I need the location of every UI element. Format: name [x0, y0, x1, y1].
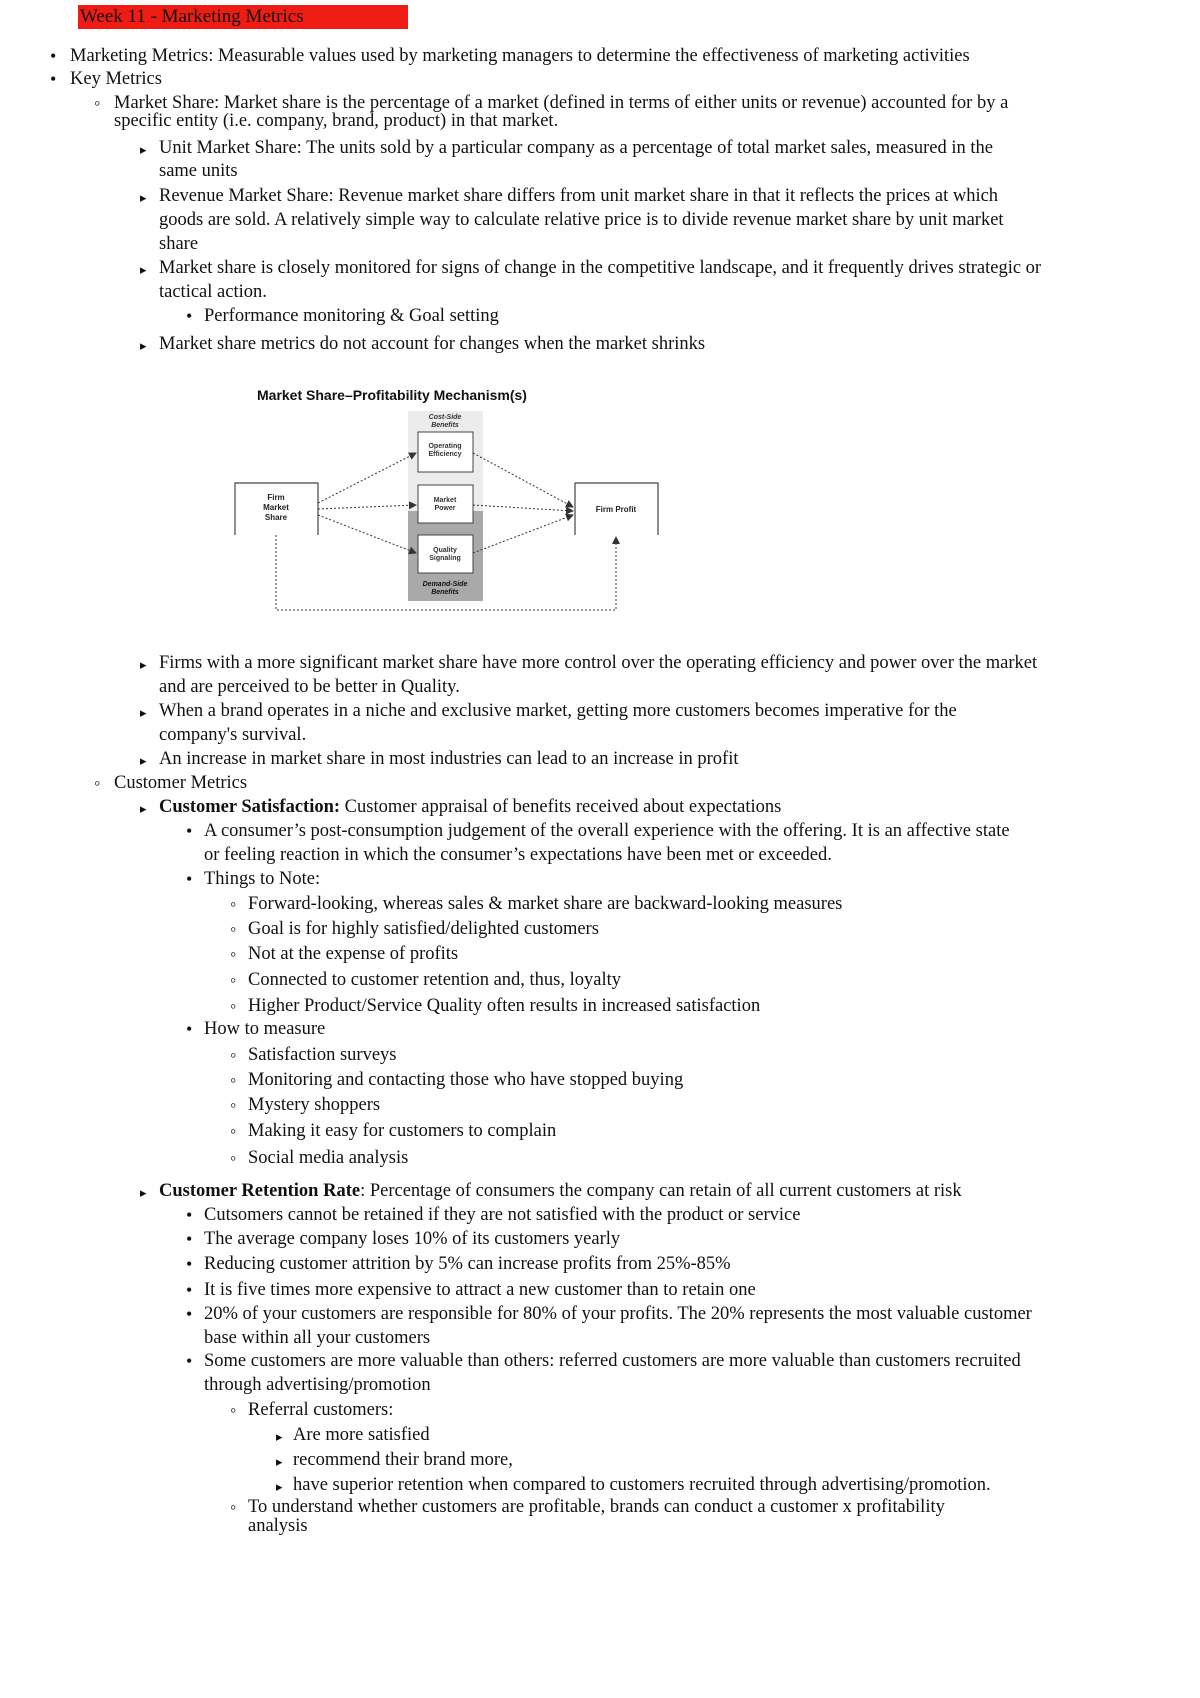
triangle-bullet-icon	[276, 1424, 283, 1448]
text-line: goods are sold. A relatively simple way to calculate relative price is to divide revenue market share by unit market	[159, 210, 1004, 230]
text-line: An increase in market share in most industries can lead to an increase in profit	[159, 749, 739, 769]
text-line: same units	[159, 161, 238, 181]
term-customer-retention-rate: Customer Retention Rate	[159, 1181, 361, 1201]
market-power-box	[418, 485, 473, 523]
box1-label-2: Efficiency	[428, 451, 462, 458]
arrow-efficiency-to-profit	[473, 453, 573, 507]
bullet-icon	[186, 1018, 192, 1040]
text-line	[159, 796, 781, 818]
text-line: A consumer’s post-consumption judgement of the overall experience with the offering. It is an affective state	[204, 821, 1010, 841]
text-line: Forward-looking, whereas sales & market share are backward-looking measures	[248, 894, 843, 914]
text-line: Goal is for highly satisfied/delighted customers	[248, 919, 599, 939]
definition-text: Customer appraisal of benefits received about expectations	[340, 797, 782, 817]
triangle-bullet-icon	[140, 748, 147, 772]
text-line: How to measure	[204, 1019, 326, 1039]
text-line: have superior retention when compared to customers recruited through advertising/promotion.	[293, 1475, 991, 1495]
text-line: tactical action.	[159, 282, 267, 302]
text-line: Marketing Metrics: Measurable values used by marketing managers to determine the effectiveness of marketing activities	[70, 46, 970, 66]
text-line: It is five times more expensive to attract a new customer than to retain one	[204, 1280, 756, 1300]
arrow-quality-to-profit	[473, 515, 573, 553]
page-title: Week 11 - Marketing Metrics	[78, 5, 408, 29]
arrow-share-to-power	[318, 505, 416, 509]
text-line: analysis	[248, 1516, 308, 1536]
text-line: Key Metrics	[70, 69, 162, 89]
triangle-bullet-icon	[140, 137, 147, 161]
circle-bullet-icon	[230, 893, 236, 915]
circle-bullet-icon	[94, 92, 100, 114]
text-line: The average company loses 10% of its customers yearly	[204, 1229, 621, 1249]
circle-bullet-icon	[230, 969, 236, 991]
text-line: Monitoring and contacting those who have stopped buying	[248, 1070, 684, 1090]
bottom-label-1: Demand-Side	[422, 581, 468, 588]
bullet-icon	[186, 1303, 192, 1325]
left-box-label-2: Market	[263, 503, 289, 512]
text-line	[159, 1180, 962, 1202]
circle-bullet-icon	[230, 1496, 236, 1518]
text-line: Reducing customer attrition by 5% can increase profits from 25%-85%	[204, 1254, 731, 1274]
definition-text: : Percentage of consumers the company can retain of all current customers at risk	[360, 1181, 962, 1201]
bullet-icon	[50, 45, 56, 67]
bullet-icon	[50, 68, 56, 90]
bullet-icon	[186, 305, 192, 327]
box3-label-1: Quality	[433, 547, 457, 554]
triangle-bullet-icon	[140, 185, 147, 209]
box3-label-2: Signaling	[429, 555, 461, 562]
top-label-1: Cost-Side	[428, 414, 462, 421]
text-line: Not at the expense of profits	[248, 944, 459, 964]
left-box-label-1: Firm	[267, 493, 285, 502]
bullet-icon	[186, 1279, 192, 1301]
bottom-label-2: Benefits	[431, 589, 459, 596]
text-line: Some customers are more valuable than others: referred customers are more valuable than customers recruited	[204, 1351, 1021, 1371]
text-line: To understand whether customers are profitable, brands can conduct a customer x profitability	[248, 1497, 945, 1517]
circle-bullet-icon	[230, 1094, 236, 1116]
diagram-title: Market Share–Profitability Mechanism(s)	[257, 387, 527, 403]
term-customer-satisfaction: Customer Satisfaction:	[159, 797, 341, 817]
triangle-bullet-icon	[140, 333, 147, 357]
circle-bullet-icon	[230, 995, 236, 1017]
text-line: Are more satisfied	[293, 1425, 430, 1445]
text-line: Market share is closely monitored for signs of change in the competitive landscape, and it frequently drives strategic or	[159, 258, 1042, 278]
bullet-icon	[186, 1350, 192, 1372]
arrow-power-to-profit	[473, 505, 573, 511]
bullet-icon	[186, 1204, 192, 1226]
box2-label-2: Power	[434, 505, 456, 512]
text-line: base within all your customers	[204, 1328, 431, 1348]
bullet-icon	[186, 1253, 192, 1275]
text-line: Referral customers:	[248, 1400, 394, 1420]
text-line: Unit Market Share: The units sold by a particular company as a percentage of total market sales, measured in the	[159, 138, 993, 158]
text-line: or feeling reaction in which the consumer’s expectations have been met or exceeded.	[204, 845, 832, 865]
circle-bullet-icon	[230, 1044, 236, 1066]
text-line: recommend their brand more,	[293, 1450, 513, 1470]
triangle-bullet-icon	[140, 652, 147, 676]
text-line: company's survival.	[159, 725, 307, 745]
circle-bullet-icon	[230, 1399, 236, 1421]
text-line: Mystery shoppers	[248, 1095, 381, 1115]
triangle-bullet-icon	[140, 257, 147, 281]
text-line: and are perceived to be better in Quality.	[159, 677, 460, 697]
box2-label-1: Market	[433, 497, 457, 504]
right-box-label: Firm Profit	[595, 505, 637, 514]
text-line: Social media analysis	[248, 1148, 409, 1168]
triangle-bullet-icon	[140, 1180, 147, 1204]
text-line: 20% of your customers are responsible for 80% of your profits. The 20% represents the most valuable customer	[204, 1304, 1032, 1324]
text-line: through advertising/promotion	[204, 1375, 431, 1395]
circle-bullet-icon	[230, 943, 236, 965]
text-line: Revenue Market Share: Revenue market share differs from unit market share in that it reflects the prices at which	[159, 186, 999, 206]
diagram-svg	[230, 385, 670, 620]
box1-label-1: Operating	[428, 443, 462, 450]
text-line: Making it easy for customers to complain	[248, 1121, 557, 1141]
text-line: When a brand operates in a niche and exclusive market, getting more customers becomes imperative for the	[159, 701, 957, 721]
circle-bullet-icon	[230, 1069, 236, 1091]
text-line: Market Share: Market share is the percentage of a market (defined in terms of either units or revenue) accounted for by a	[114, 93, 1009, 113]
text-line: Performance monitoring & Goal setting	[204, 306, 499, 326]
bullet-icon	[186, 868, 192, 890]
top-label-2: Benefits	[431, 422, 459, 429]
circle-bullet-icon	[230, 1120, 236, 1142]
market-share-diagram	[230, 385, 670, 620]
text-line: Cutsomers cannot be retained if they are not satisfied with the product or service	[204, 1205, 801, 1225]
circle-bullet-icon	[230, 1147, 236, 1169]
text-line: specific entity (i.e. company, brand, product) in that market.	[114, 111, 559, 131]
quality-signaling-box	[418, 535, 473, 573]
text-line: Things to Note:	[204, 869, 321, 889]
arrow-share-to-efficiency	[318, 453, 416, 503]
triangle-bullet-icon	[276, 1474, 283, 1498]
triangle-bullet-icon	[276, 1449, 283, 1473]
triangle-bullet-icon	[140, 796, 147, 820]
text-line: share	[159, 234, 199, 254]
circle-bullet-icon	[230, 918, 236, 940]
triangle-bullet-icon	[140, 700, 147, 724]
text-line: Satisfaction surveys	[248, 1045, 397, 1065]
text-line: Customer Metrics	[114, 773, 248, 793]
text-line: Higher Product/Service Quality often results in increased satisfaction	[248, 996, 761, 1016]
left-box-label-3: Share	[264, 513, 288, 522]
text-line: Firms with a more significant market share have more control over the operating efficiency and power over the market	[159, 653, 1038, 673]
text-line: Market share metrics do not account for changes when the market shrinks	[159, 334, 706, 354]
bullet-icon	[186, 820, 192, 842]
arrow-share-to-quality	[318, 515, 416, 553]
circle-bullet-icon	[94, 772, 100, 794]
bullet-icon	[186, 1228, 192, 1250]
text-line: Connected to customer retention and, thus, loyalty	[248, 970, 621, 990]
